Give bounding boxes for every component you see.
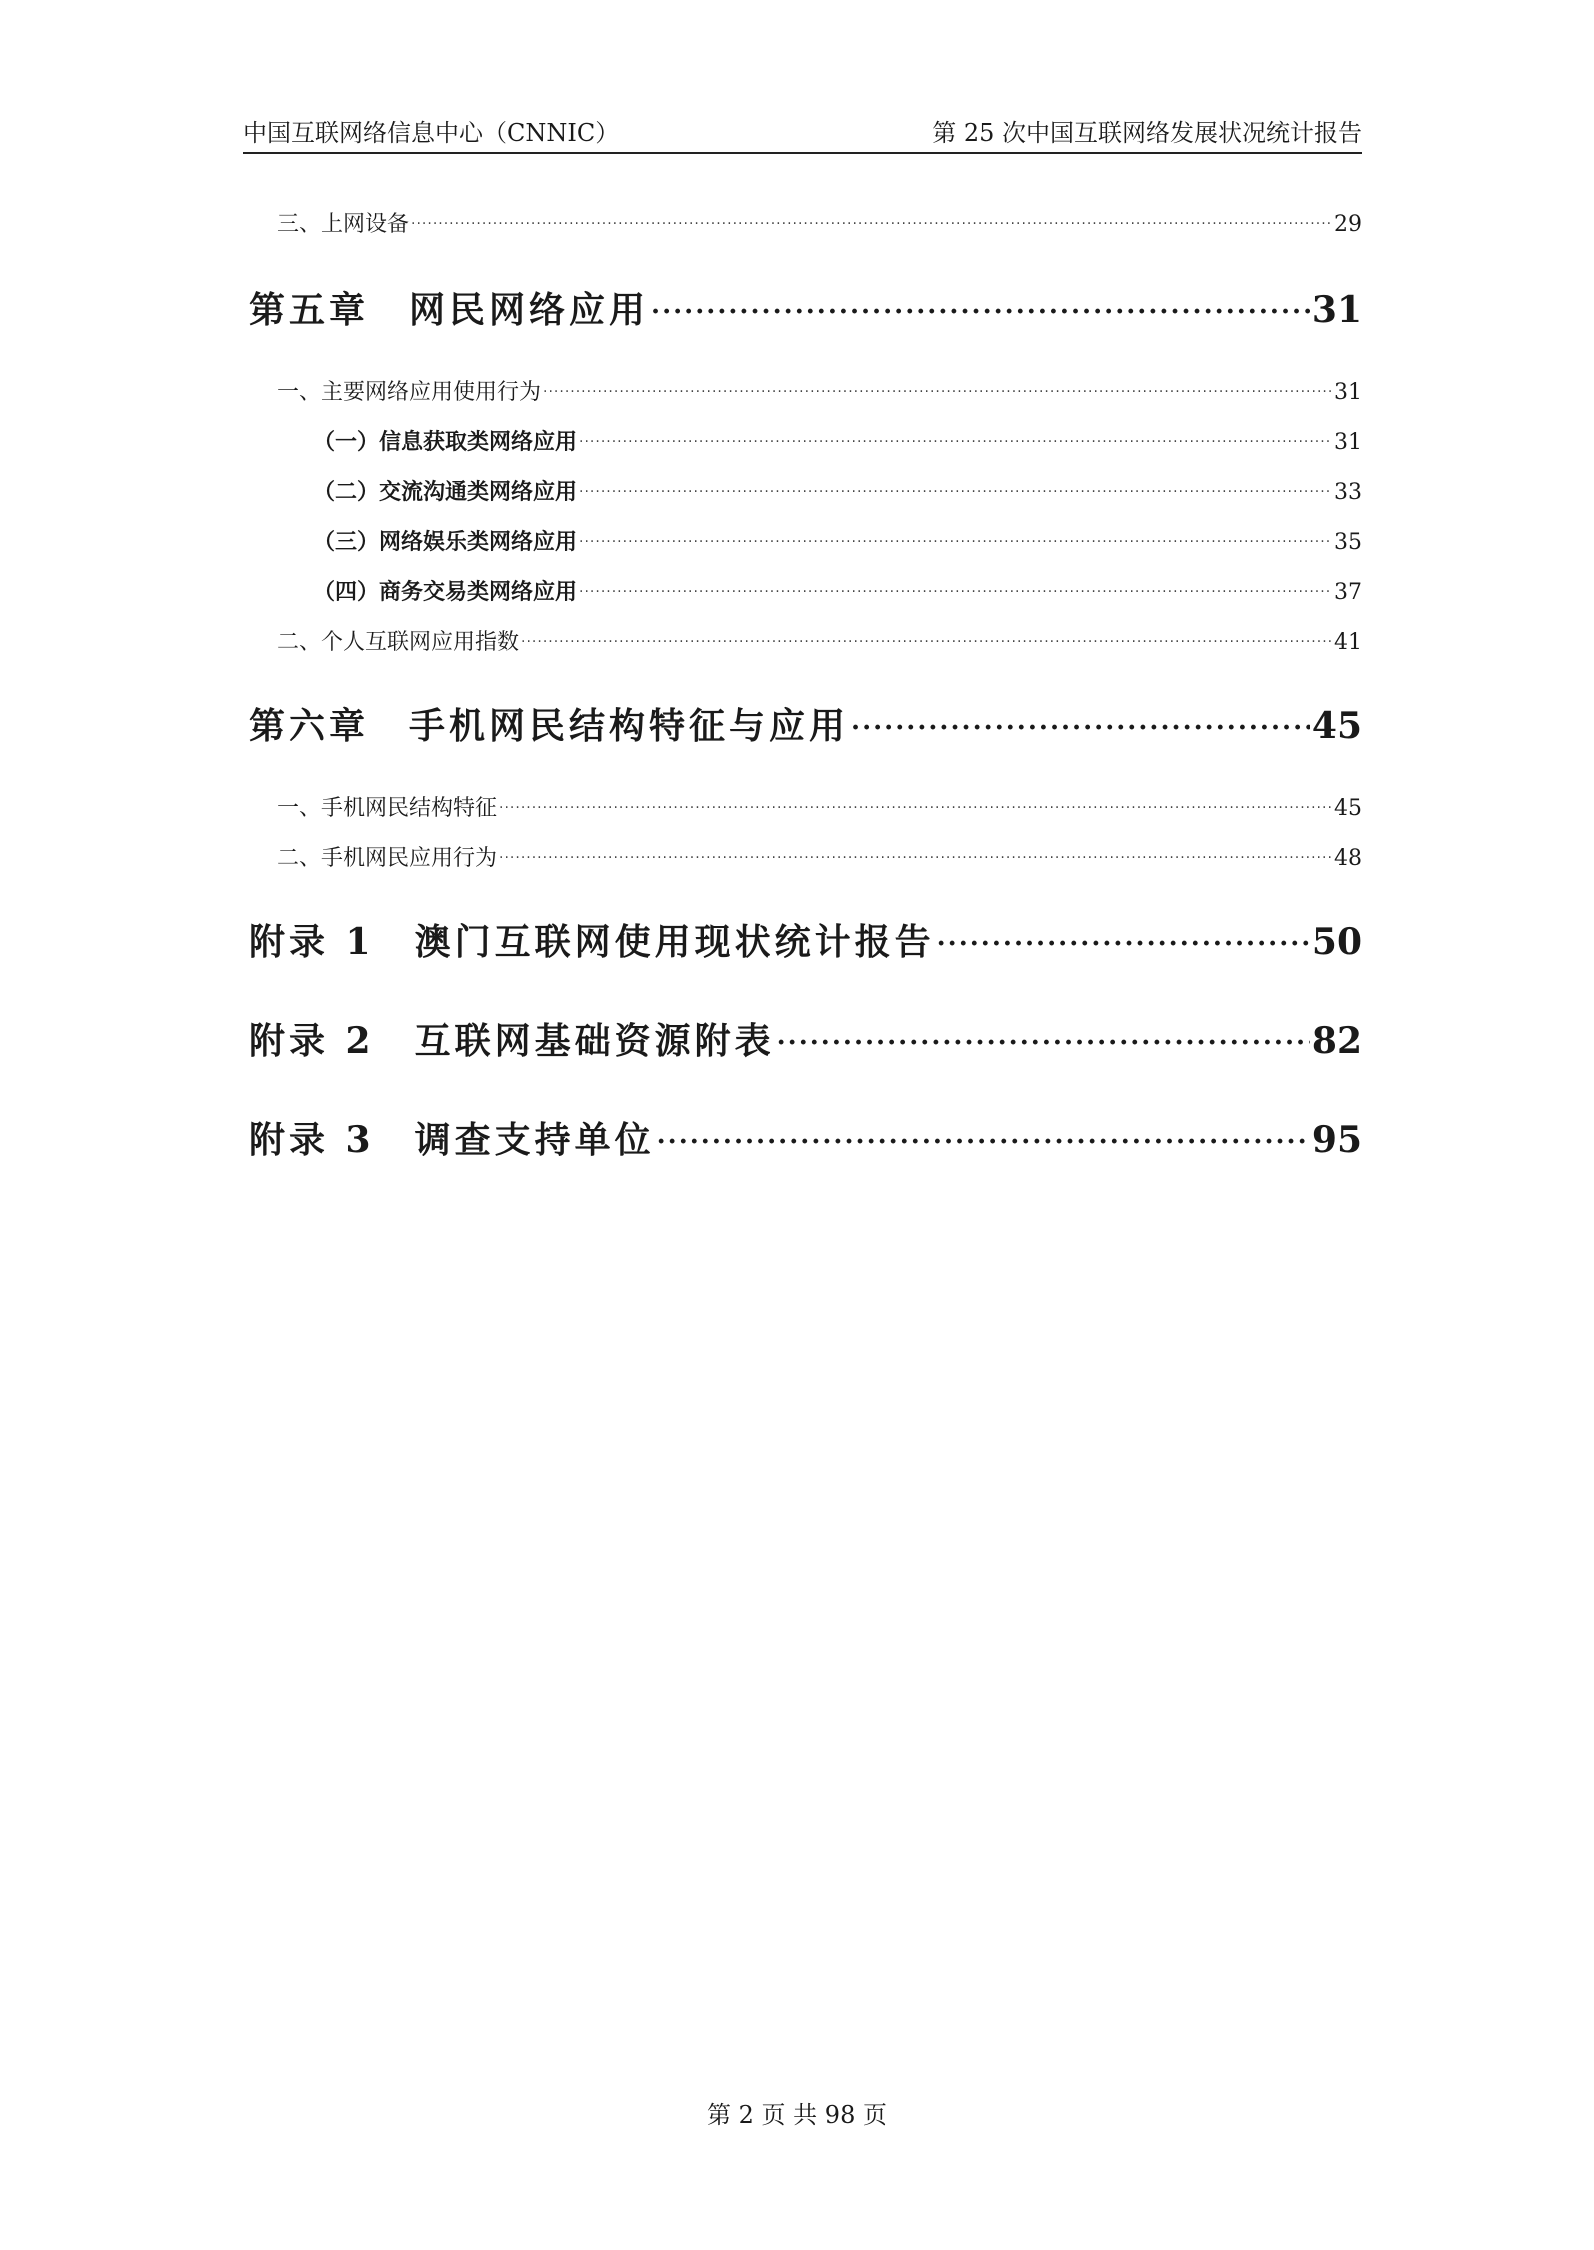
toc-chapter-label: 附录 3 调查支持单位 <box>249 1119 655 1161</box>
toc-entry-section[interactable] <box>277 375 1362 405</box>
dot-leader <box>521 627 1332 649</box>
toc-entry-subsection[interactable] <box>313 475 1362 505</box>
toc-entry-label: 三、上网设备 <box>277 212 410 237</box>
dot-leader <box>543 377 1332 399</box>
dot-leader <box>579 527 1332 549</box>
toc-entry-subsection[interactable] <box>313 525 1362 555</box>
toc-entry-page: 31 <box>1334 380 1362 405</box>
toc-entry-label: 一、手机网民结构特征 <box>277 796 498 821</box>
toc-entry-page: 45 <box>1334 796 1362 821</box>
toc-entry-section[interactable] <box>277 841 1362 871</box>
dot-leader <box>777 1017 1310 1053</box>
toc-entry-page: 29 <box>1334 212 1362 237</box>
toc-entry-label: 一、主要网络应用使用行为 <box>277 380 542 405</box>
toc-chapter-page: 50 <box>1311 921 1362 963</box>
toc-entry-page: 33 <box>1334 480 1362 505</box>
toc-entry-page: 35 <box>1334 530 1362 555</box>
toc-entry-label: （一）信息获取类网络应用 <box>313 430 578 455</box>
dot-leader <box>499 843 1332 865</box>
toc-entry-section[interactable] <box>277 207 1362 237</box>
toc-entry-label: 二、个人互联网应用指数 <box>277 630 520 655</box>
toc-entry-section[interactable] <box>277 791 1362 821</box>
toc-entry-page: 48 <box>1334 846 1362 871</box>
toc-entry-page: 37 <box>1334 580 1362 605</box>
dot-leader <box>499 793 1332 815</box>
dot-leader <box>937 918 1310 954</box>
dot-leader <box>657 1116 1310 1152</box>
toc-entry-section[interactable] <box>277 625 1362 655</box>
toc-entry-subsection[interactable] <box>313 425 1362 455</box>
toc-entry-page: 41 <box>1334 630 1362 655</box>
toc-entry-appendix[interactable] <box>249 1013 1362 1061</box>
toc-entry-appendix[interactable] <box>249 914 1362 962</box>
toc-entry-subsection[interactable] <box>313 575 1362 605</box>
toc-entry-label: （三）网络娱乐类网络应用 <box>313 530 578 555</box>
dot-leader <box>579 577 1332 599</box>
toc-chapter-label: 第五章 网民网络应用 <box>249 289 650 331</box>
toc-entry-label: 二、手机网民应用行为 <box>277 846 498 871</box>
header-org: 中国互联网络信息中心（CNNIC） <box>243 119 620 147</box>
toc-chapter-label: 附录 1 澳门互联网使用现状统计报告 <box>249 921 935 963</box>
dot-leader <box>651 286 1310 322</box>
header-report-title: 第 25 次中国互联网络发展状况统计报告 <box>932 119 1362 147</box>
page-number-footer: 第 2 页 共 98 页 <box>707 2101 887 2129</box>
dot-leader <box>579 477 1332 499</box>
toc-chapter-page: 31 <box>1311 289 1362 331</box>
toc-entry-appendix[interactable] <box>249 1112 1362 1160</box>
running-header <box>243 114 1362 154</box>
toc-chapter-label: 第六章 手机网民结构特征与应用 <box>249 705 850 747</box>
toc-chapter-page: 95 <box>1311 1119 1362 1161</box>
toc-chapter-page: 82 <box>1311 1020 1362 1062</box>
toc-chapter-page: 45 <box>1311 705 1362 747</box>
toc-entry-label: （二）交流沟通类网络应用 <box>313 480 578 505</box>
toc-entry-chapter[interactable] <box>249 282 1362 330</box>
toc-chapter-label: 附录 2 互联网基础资源附表 <box>249 1020 775 1062</box>
toc-entry-chapter[interactable] <box>249 698 1362 746</box>
toc-entry-label: （四）商务交易类网络应用 <box>313 580 578 605</box>
dot-leader <box>579 427 1332 449</box>
toc-entry-page: 31 <box>1334 430 1362 455</box>
dot-leader <box>411 209 1332 231</box>
dot-leader <box>851 702 1310 738</box>
